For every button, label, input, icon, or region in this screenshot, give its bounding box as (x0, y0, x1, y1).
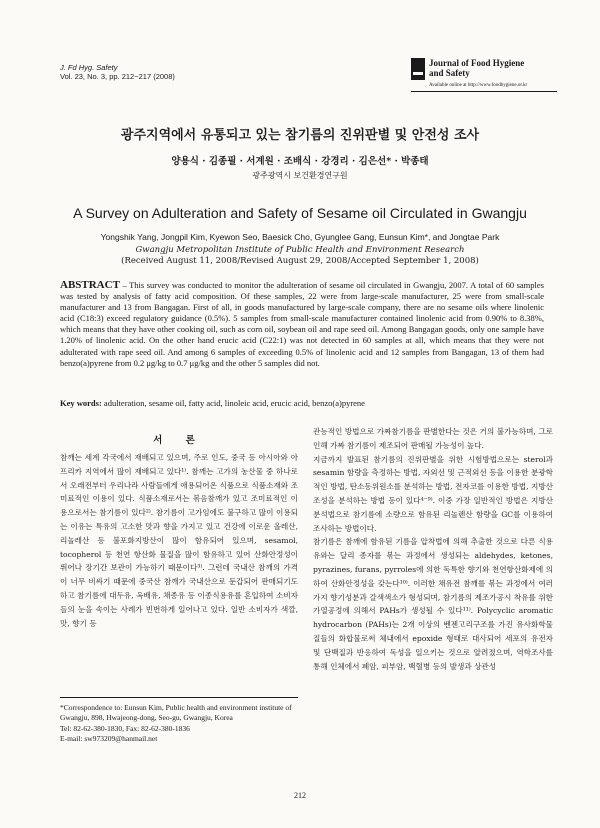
journal-logo-stripe (413, 72, 423, 75)
received-dates: (Received August 11, 2008/Revised August 29, 2008/Accepted September 1, 2008) (121, 256, 479, 266)
abstract-label: ABSTRACT (60, 279, 120, 291)
journal-title-line1: Journal of Food Hygiene (429, 58, 525, 68)
keywords-text: adulteration, sesame oil, fatty acid, linoleic acid, erucic acid, benzo(a)pyrene (101, 398, 365, 408)
journal-title-line2: and Safety (429, 68, 470, 78)
footnote-email: E-mail: sw973209@hanmail.net (60, 733, 158, 743)
journal-info (60, 63, 175, 81)
footnote-rule (60, 697, 298, 698)
journal-online-url: Available online at http://www.foodhygiene.or.kr (429, 83, 528, 88)
article-authors-en: Yongshik Yang, Jongpil Kim, Kyewon Seo, Baesick Cho, Gyunglee Gang, Eunsun Kim*, and Jongtae Park (100, 232, 500, 242)
keywords (60, 398, 544, 408)
abstract (60, 280, 544, 369)
intro-paragraph-1: 참깨는 세계 각국에서 재배되고 있으며, 주로 인도, 중국 등 아시아와 아프리카 지역에서 많이 재배되고 있다¹⁾. 참깨는 고가의 농산물 중 하나로서 오래전부터 우리나라 사람들에게 애용되어온 식품으로 식품소재와 조미료적인 이용이 있다. 식품소재로서는 볶음참깨가 있고 조미료적인 이용으로서는 참기름이 있다²⁾. 참기름이 고가임에도 불구하고 많이 이용되는 이유는 특유의 고소한 맛과 향을 가지고 있고 건강에 이로운 올레산, 리놀레산 등 불포화지방산이 많이 함유되어 있으며, sesamol, tocopherol 등 천연 항산화 물질을 많이 함유하고 있어 산화안정성이 뛰어나 장기간 보관이 가능하기 때문이다³⁾. 그런데 국내산 참깨의 가격이 너무 비싸기 때문에 중국산 참깨가 국내산으로 둔갑되어 판매되기도 하고 참기름에 대두유, 옥배유, 채종유 등 이종식용유를 혼입하여 소비자들의 눈을 속이는 사례가 빈번하게 일어나고 있다. 일반 소비자가 색깔, 맛, 향기 등 (60, 453, 298, 628)
article-affiliation-kr: 광주광역시 보건환경연구원 (252, 171, 348, 180)
footnote-line2: Tel: 82-62-380-1830, Fax: 82-62-380-1836 (60, 723, 190, 733)
article-authors-kr: 양용식 · 김종필 · 서계원 · 조배식 · 강경리 · 김은선* · 박종태 (171, 156, 429, 167)
article-title-en: A Survey on Adulteration and Safety of Sesame oil Circulated in Gwangju (73, 205, 527, 221)
intro-right-column (313, 425, 553, 673)
article-affiliation-en: Gwangju Metropolitan Institute of Public Health and Environment Research (135, 245, 465, 255)
section-heading-intro: 서 론 (153, 435, 205, 446)
intro-paragraph-3: 지금까지 발표된 참기름의 진위판별을 위한 시험방법으로는 sterol과 sesamin 함량을 측정하는 방법, 자외선 및 근적외선 등을 이용한 분광학적인 방법, 탄소동위원소를 분석하는 방법, 전자코를 이용한 방법, 지방산 조성을 분석하는 방법 등이 있다⁴⁻⁹⁾. 이중 가장 일반적인 방법은 지방산 분석법으로 참기름에 소량으로 함유된 리놀렌산 함량을 GC를 이용하여 조사하는 방법이다. (313, 454, 553, 533)
journal-title (429, 58, 524, 78)
footnote-line1: *Correspondence to: Eunsun Kim, Public health and environment institute of Gwangju, 898, Hwajeong-dong, Seo-gu, Gwangju, Korea (60, 703, 292, 723)
intro-paragraph-2: 관능적인 방법으로 가짜참기름을 판별한다는 것은 거의 불가능하며, 그로 인해 가짜 참기름이 제조되어 판매될 가능성이 높다. (313, 427, 553, 450)
intro-paragraph-4: 참기름은 참깨에 함유된 기름을 압착법에 의해 추출한 것으로 다른 식용유와는 달리 종자를 볶는 과정에서 생성되는 aldehydes, ketones, pyrazines, furans, pyrroles에 의한 독특한 향기와 천연항산화제에 의하여 산화안정성을 갖는다¹⁰⁾. 이러한 채유전 참깨를 볶는 과정에서 여러 가지 향기성분과 갈색색소가 형성되며, 참기름의 제조가공시 착유를 위한 가열공정에 의해서 PAHs가 생성될 수 있다¹¹⁾. Polycyclic aromatic hydrocarbon (PAHs)는 2개 이상의 벤젠고리구조를 가진 유사화학물질들의 화합물로써 체내에서 epoxide 형태로 대사되어 세포의 유전자 및 단백질과 반응하여 독성을 일으키는 것으로 알려졌으며, 역학조사를 통해 인체에서 폐암, 피부암, 백혈병 등의 발생과 상관성 (313, 537, 553, 671)
correspondence-footnote (60, 703, 300, 744)
journal-abbrev: J. Fd Hyg. Safety (60, 63, 118, 72)
intro-left-column (60, 451, 298, 630)
keywords-label: Key words: (60, 398, 102, 408)
abstract-text: – This survey was conducted to monitor the adulteration of sesame oil circulated in Gwangju, 2007. A total of 60 samples was tested by analysis of fatty acid composition. Of these samples, 22 were from large-scale manufacturer, 25 were from small-scale manufacturer and 13 from Bangagan. First of all, in goods manufactured by large-scale company, there are no sesame oils where linolenic acid (C18:3) exceed regulatory guidance (0.5%). 5 samples from small-scale manufacturer contained linolenic acid from 0.90% to 8.38%, which means that they have other cooking oil, such as corn oil, soybean oil and rape seed oil. Among Bangagan goods, only one sample have 1.20% of linolenic acid. On the other hand erucic acid (C22:1) was not detected in 60 samples at all, which means that they were not adulterated with rape seed oil. And among 6 samples of exceeding 0.5% of linolenic acid and 12 samples from Bangagan, 13 of them had benzo(a)pyrene from 0.2 μg/kg to 0.7 μg/kg and the other 5 samples did not. (60, 280, 544, 368)
article-title-kr: 광주지역에서 유통되고 있는 참기름의 진위판별 및 안전성 조사 (120, 128, 480, 143)
page-number: 212 (294, 791, 306, 800)
journal-volume: Vol. 23, No. 3, pp. 212~217 (2008) (60, 72, 175, 81)
journal-logo-icon (411, 58, 425, 80)
header-rule (411, 91, 557, 92)
